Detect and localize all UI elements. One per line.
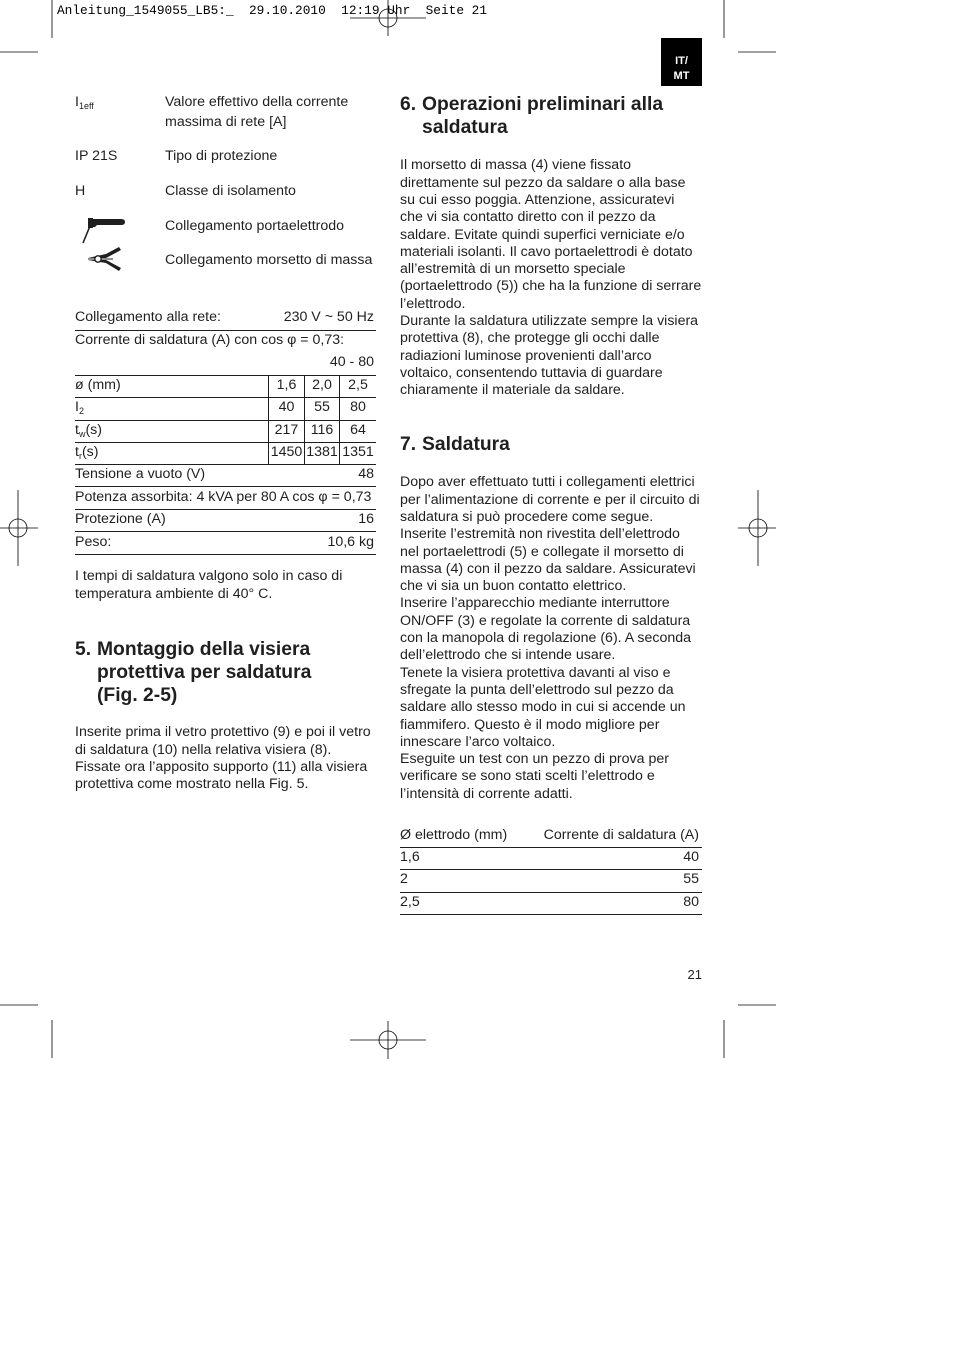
- section-7-heading: [400, 433, 700, 456]
- spec-label: Tensione a vuoto (V): [75, 466, 206, 482]
- symbol-i1eff-sub: 1eff: [78, 101, 94, 111]
- spec-cell: 55: [304, 398, 339, 420]
- spec-value: 230 V ~ 50 Hz: [283, 309, 374, 325]
- ground-clamp-icon: [86, 246, 122, 272]
- symbol-h: H: [75, 183, 86, 199]
- paragraph: Inserite prima il vetro protettivo (9) e poi il vetro di saldatura (10) nella relativa visiera (8).: [75, 724, 371, 758]
- spec-cell: 116: [304, 421, 339, 442]
- specs-note-text: I tempi di saldatura valgono solo in caso di temperatura ambiente di 40° C.: [75, 568, 343, 602]
- crop-mark-bottom-right: [724, 1005, 776, 1058]
- paragraph: Dopo aver effettuato tutti i collegamenti elettrici per l’alimentazione di corrente e per il circuito di saldatura si può procedere come segue.: [400, 474, 700, 525]
- symbol-description: Collegamento morsetto di massa: [165, 252, 373, 268]
- spec-cell: 1381: [304, 443, 339, 464]
- page-number: 21: [687, 967, 702, 982]
- spec-cell: 1351: [339, 443, 376, 464]
- paragraph: Il morsetto di massa (4) viene fissato direttamente sul pezzo da saldare o alla base su cui esso poggia. Attenzione, assicuratevi che vi sia contatto diretto con il pezzo da saldare. Evitate quindi superfici verniciate e/o materiali isolanti. Il cavo portaelettrodi è dotato all’estremità di un morsetto speciale (portaelettrodo (5)) che ha la funzione di serrare l’elettrodo.: [400, 157, 702, 312]
- print-slug: Anleitung_1549055_LB5:_ 29.10.2010 12:19 Uhr Seite 21: [57, 3, 488, 18]
- spec-row-diameter: [75, 376, 376, 398]
- electrode-current-table: [400, 826, 702, 915]
- section-7-body: [400, 474, 710, 803]
- table-row: [400, 848, 702, 870]
- spec-cell: 1450: [268, 443, 304, 464]
- section-number: 7.: [400, 433, 417, 455]
- language-tab: [661, 38, 702, 86]
- symbol-row-electrode-holder: [75, 216, 395, 238]
- table-header-row: [400, 826, 702, 848]
- spec-row-fuse: [75, 510, 376, 532]
- paragraph: Eseguite un test con un pezzo di prova per verificare se sono stati scelti l’elettrodo e l’intensità di corrente adatti.: [400, 751, 669, 802]
- spec-value: 16: [358, 511, 374, 527]
- spec-label-sub: r: [78, 451, 82, 461]
- spec-label-after: (s): [85, 422, 102, 438]
- symbol-i1eff-main: I: [75, 94, 79, 110]
- table-cell: 2: [400, 871, 408, 887]
- section-5-body: [75, 724, 385, 793]
- spec-label: [75, 443, 268, 464]
- crop-mark-top-right: [724, 0, 776, 52]
- section-title: Operazioni preliminari alla saldatura: [422, 93, 664, 138]
- spec-value: 48: [358, 466, 374, 482]
- table-row: [400, 870, 702, 893]
- spec-row-welding-current: [75, 331, 376, 376]
- spec-label: [75, 398, 268, 420]
- table-row: [400, 893, 702, 915]
- electrode-holder-icon: [82, 216, 126, 244]
- spec-label-main: t: [75, 422, 79, 438]
- spec-cell: 64: [339, 421, 376, 442]
- spec-cell: 80: [339, 398, 376, 420]
- symbol-row-protection: [75, 146, 395, 168]
- spec-label-main: I: [75, 399, 79, 415]
- table-header-cell: Corrente di saldatura (A): [543, 827, 699, 843]
- paragraph: Inserire l’apparecchio mediante interruttore ON/OFF (3) e regolate la corrente di saldatura con la manopola di regolazione (6). A seconda dell’elettrodo che si intende usare.: [400, 595, 692, 664]
- paragraph: Tenete la visiera protettiva davanti al viso e sfregate la punta dell’elettrodo sul pezzo da saldare allo stesso modo in cui si accende un fiammifero. Questo è il modo migliore per innescare l’arco voltaico.: [400, 664, 686, 750]
- symbol-row-ground-clamp: [75, 250, 395, 272]
- section-number: 6.: [400, 93, 417, 115]
- registration-mark-right: [738, 490, 776, 566]
- spec-label-sub: 2: [78, 406, 84, 416]
- spec-cell: 2,0: [304, 376, 339, 397]
- paragraph: Fissate ora l’apposito supporto (11) alla visiera protettiva come mostrato nella Fig. 5.: [75, 758, 368, 793]
- spec-label: Peso:: [75, 534, 112, 550]
- spec-cell: 2,5: [339, 376, 376, 397]
- table-cell: 1,6: [400, 849, 420, 865]
- table-cell: 2,5: [400, 894, 420, 910]
- spec-cell: 217: [268, 421, 304, 442]
- symbol-description: Tipo di protezione: [165, 148, 278, 164]
- specs-note: [75, 568, 385, 603]
- spec-cell: 1,6: [268, 376, 304, 397]
- crop-mark-top-left: [0, 0, 52, 52]
- section-title: Montaggio della visiera protettiva per saldatura (Fig. 2-5): [97, 638, 312, 706]
- paragraph: Inserite l’estremità non rivestita dell’elettrodo nel portaelettrodi (5) e collegate il morsetto di massa (4) con il pezzo da saldare. Assicuratevi che vi sia un buon contatto elettrico.: [400, 526, 696, 595]
- symbol-i1eff: [75, 92, 94, 112]
- registration-mark-left: [0, 490, 38, 566]
- table-cell: 80: [683, 894, 699, 910]
- language-tab-line1: IT/: [675, 55, 688, 67]
- spec-label: Corrente di saldatura (A) con cos φ = 0,73:: [75, 332, 345, 348]
- spec-row-power-input: [75, 487, 376, 510]
- symbol-row-current: [75, 92, 395, 130]
- spec-row-weight: [75, 532, 376, 555]
- spec-label-main: t: [75, 444, 79, 460]
- registration-mark-bottom: [350, 1021, 426, 1059]
- spec-label: Protezione (A): [75, 511, 166, 527]
- table-cell: 40: [683, 849, 699, 865]
- section-number: 5.: [75, 638, 92, 660]
- language-tab-line2: MT: [673, 70, 690, 82]
- paragraph: Durante la saldatura utilizzate sempre la visiera protettiva (8), che protegge gli occhi dalle radiazioni luminose provenienti dall’arco voltaico, consentendo tuttavia di guardare chiaramente il materiale da saldare.: [400, 313, 699, 399]
- spec-row-tw: [75, 421, 376, 443]
- symbol-description: Collegamento portaelettrodo: [165, 218, 345, 234]
- symbol-ip21s: IP 21S: [75, 148, 118, 164]
- section-6-body: [400, 157, 710, 399]
- spec-cell: 40: [268, 398, 304, 420]
- table-cell: 55: [683, 871, 699, 887]
- spec-row-no-load-voltage: [75, 465, 376, 487]
- spec-value: 40 - 80: [329, 354, 374, 370]
- spec-label-sub: w: [78, 429, 86, 439]
- spec-label: ø (mm): [75, 377, 121, 393]
- section-6-heading: [400, 93, 700, 139]
- symbol-row-insulation: [75, 181, 395, 203]
- spec-label: [75, 421, 268, 442]
- spec-row-tr: [75, 443, 376, 465]
- spec-label: Potenza assorbita: 4 kVA per 80 A cos φ = 0,73: [75, 489, 372, 505]
- spec-label: Collegamento alla rete:: [75, 309, 221, 325]
- symbol-description: Classe di isolamento: [165, 183, 296, 199]
- symbol-description: Valore effettivo della corrente massima di rete [A]: [165, 94, 349, 130]
- spec-row-i2: [75, 398, 376, 421]
- section-5-heading: [75, 638, 375, 707]
- section-title: Saldatura: [422, 433, 510, 455]
- technical-data-table: [75, 307, 376, 555]
- spec-value: 10,6 kg: [327, 534, 374, 550]
- spec-label-after: (s): [81, 444, 99, 460]
- table-header-cell: Ø elettrodo (mm): [400, 827, 508, 843]
- crop-mark-bottom-left: [0, 1005, 52, 1058]
- spec-row-mains: [75, 307, 376, 331]
